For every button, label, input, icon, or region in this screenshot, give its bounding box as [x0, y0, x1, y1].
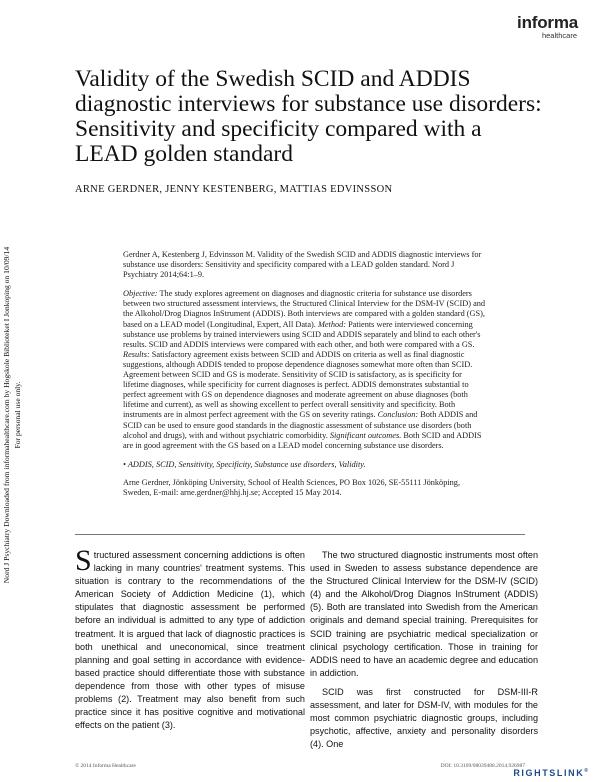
abstract-body: [123, 289, 488, 451]
article-title: Validity of the Swedish SCID and ADDIS diagnostic interviews for substance use disorders: Sensitivity and specificity compared with a LEAD golden standard: [75, 66, 542, 167]
download-watermark: [1, 235, 31, 595]
conclusion-label: Conclusion:: [377, 410, 419, 420]
significant-label: Significant outcomes.: [329, 430, 402, 440]
section-divider: [75, 534, 525, 535]
drop-cap: S: [75, 544, 92, 577]
rightslink-trademark: ®: [584, 768, 588, 774]
publisher-name: informa: [517, 13, 578, 32]
intro-paragraph-1: [75, 544, 305, 732]
abstract: [123, 250, 488, 498]
intro-paragraph-2: The two structured diagnostic instruments most often used in Sweden to assess substance dependence are the Structured Clinical Interview for the DSM-IV (SCID) (4) and the Alkohol/Drog Diagnos InStrument (ADDIS) (5). Both are translated into Swedish from the American originals and demand special training. Prerequisites for SCID training are psychiatric medical specialization or clinical psychology certification. Those in training for ADDIS need to have an academic degree and education in addiction.: [310, 550, 538, 678]
publisher-subtitle: healthcare: [541, 31, 577, 40]
results-label: Results:: [123, 349, 150, 359]
publisher-logo: [517, 14, 578, 40]
objective-label: Objective:: [123, 289, 158, 299]
significant-text: Both SCID and ADDIS are in good agreement with the GS based on a LEAD model concerning substance use disorders.: [123, 430, 482, 450]
keywords: • ADDIS, SCID, Sensitivity, Specificity, Substance use disorders, Validity.: [123, 459, 366, 469]
rightslink-text: RIGHTSLINK: [513, 768, 585, 778]
copyright: © 2014 Informa Healthcare: [75, 763, 136, 769]
method-label: Method:: [317, 319, 347, 329]
objective-text: The study explores agreement on diagnoses and diagnostic criteria for substance use disorders between two structured assessment interviews, the Structured Clinical Interview for the DSM-IV (SCID) and the Alkohol/Drog Diagnos InStrument (ADDIS). Both interviews are compared with a golden standard (GS), based on a LEAD model (Longitudinal, Expert, All Data).: [123, 289, 486, 329]
article-authors: ARNE GERDNER, JENNY KESTENBERG, MATTIAS EDVINSSON: [75, 184, 393, 195]
rightslink-logo[interactable]: [513, 768, 588, 778]
watermark-line-2: For personal use only.: [13, 381, 22, 449]
body-column-right: [310, 549, 538, 751]
doi: DOI: 10.3109/08039488.2014.926987: [440, 763, 525, 769]
citation: Gerdner A, Kestenberg J, Edvinsson M. Validity of the Swedish SCID and ADDIS diagnostic interviews for substance use disorders: Sensitivity and specificity compared with a LEAD golden standard. Nord J Psychiatry 2014;64:1–9.: [123, 250, 482, 280]
watermark-line-1: Nord J Psychiatry Downloaded from informahealthcare.com by Hogskole Biblioteket I Jonkoping on 10/09/14: [2, 246, 11, 584]
body-column-left: [75, 544, 305, 732]
method-text: Patients were interviewed concerning substance use problems by trained interviewers using SCID and ADDIS separately and blind to each other's results. SCID and ADDIS interviews were compared with each other, and both were compared with a GS.: [123, 319, 481, 349]
conclusion-text: Both ADDIS and SCID can be used to ensure good standards in the diagnostic assessment of substance use disorders (both alcohol and drugs), with and without psychiatric comorbidity.: [123, 410, 478, 440]
intro-text-1: tructured assessment concerning addictions is often lacking in many countries' treatment systems. This situation is contrary to the recommendations of the American Society of Addiction Medicine (1), which stipulates that diagnostic assessment be performed before an individual is admitted to any type of addiction treatment. It is argued that lack of diagnostic practices is both unethical and uneconomical, since treatment planning and goal setting in accordance with evidence-based practice should differentiate those with substance dependence from those with other types of misuse problems (2). Treatment may also benefit from such practice since it has positive cognitive and motivational effects on the patient (3).: [75, 550, 305, 731]
intro-paragraph-3: SCID was first constructed for DSM-III-R assessment, and later for DSM-IV, with modules for the most common psychiatric diagnostic groups, including psychotic, affective, anxiety and personality disorders (4). One: [310, 686, 538, 750]
correspondence: Arne Gerdner, Jönköping University, School of Health Sciences, PO Box 1026, SE-55111 Jönköping, Sweden, E-mail: arne.gerdner@hhj.hj.se; Accepted 15 May 2014.: [123, 477, 461, 497]
results-text: Satisfactory agreement exists between SCID and ADDIS on criteria as well as final diagnostic suggestions, although ADDIS tended to propose dependence diagnoses somewhat more often than SCID. Agreement between SCID and GS is moderate. Sensitivity of SCID is satisfactory, as is specificity for lifetime diagnoses, while specificity for current diagnoses is perfect. ADDIS demonstrates substantial to perfect agreement with GS on dependence diagnoses and moderate agreement on abuse diagnoses (both lifetime and current), as well as showing excellent to perfect overall sensitivity and specificity. Both instruments are in almost perfect agreement with the GS on severity ratings.: [123, 349, 473, 420]
